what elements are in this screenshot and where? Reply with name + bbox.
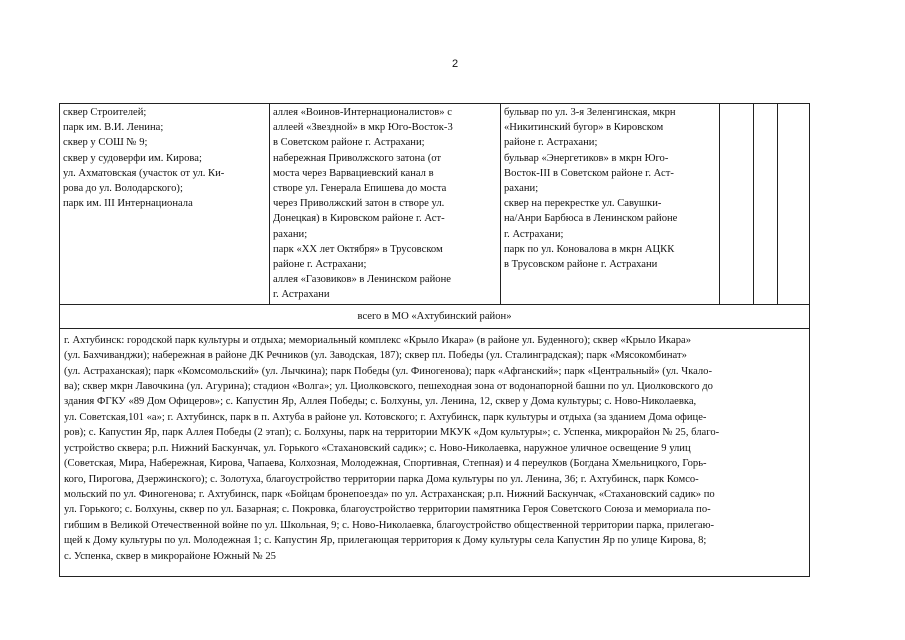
list-item: г. Астрахани [273,289,330,301]
list-item: через Приволжский затон в створе ул. [273,198,445,210]
list-item: парк им. В.И. Ленина; [63,122,164,134]
page-number: 2 [452,58,459,70]
paragraph-line: мольский по ул. Финогенова; г. Ахтубинск, парк «Бойцам бронепоезда» по ул. Астраханская; р.п. Нижний Баскунчак, «Стахановский садик» по [64,488,715,500]
paragraph-line: (ул. Бахчиванджи); набережная в районе ДК Речников (ул. Заводская, 187); сквер пл. Победы (ул. Сталинградская); парк «Мясокомбинат» [64,350,687,362]
list-item: парк по ул. Коновалова в мкрн АЦКК [504,243,675,255]
table-row [60,104,810,305]
region-description [60,328,810,576]
paragraph-line: устройство сквера; р.п. Нижний Баскунчак, ул. Горького «Стахановский садик»; с. Ново-Николаевка, наружное уличное освещение 9 улиц [64,442,691,454]
paragraph-line: (ул. Астраханская); парк «Комсомольский» (ул. Лычкина); парк Победы (ул. Финогенова); парк «Афганский»; парк «Центральный» (ул. Чкало- [64,365,713,377]
paragraph-line: с. Успенка, сквер в микрорайоне Южный № 25 [64,550,276,562]
list-item: моста через Варвациевский канал в [273,167,434,179]
list-item: створе ул. Генерала Епишева до моста [273,183,447,195]
table-cell-empty [754,104,778,305]
list-item: парк им. III Интернационала [63,198,193,210]
paragraph-line: ул. Горького; с. Болхуны, сквер по ул. Базарная; с. Покровка, благоустройство территории памятника Героя Советского Союза и мемориала по- [64,504,711,516]
table-cell-empty [778,104,810,305]
list-item: аллеей «Звездной» в мкр Юго-Восток-3 [273,122,453,134]
list-item: районе г. Астрахани; [504,137,598,149]
list-item: «Никитинский бугор» в Кировском [504,122,664,134]
summary-label: всего в МО «Ахтубинский район» [60,304,810,328]
table-row-summary [60,304,810,328]
list-item: сквер у СОШ № 9; [63,137,148,149]
list-item: г. Астрахани; [504,228,564,240]
paragraph-line: здания ФГКУ «89 Дом Офицеров»; с. Капустин Яр, Аллея Победы; с. Болхуны, ул. Ленина, 12, сквер у Дома культуры; с. Ново-Николаевка, [64,396,697,408]
list-item: в Советском районе г. Астрахани; [273,137,425,149]
table-cell-empty [720,104,754,305]
list-item: ул. Ахматовская (участок от ул. Ки- [63,167,225,179]
list-item: парк «XX лет Октября» в Трусовском [273,243,443,255]
list-item: рахани; [504,183,539,195]
paragraph-line: щей к Дому культуры по ул. Молодежная 1; с. Капустин Яр, прилегающая территория к Дому культуры села Капустин Яр по улице Кирова, 8; [64,535,707,547]
list-item: аллея «Воинов-Интернационалистов» с [273,107,452,118]
list-item: Донецкая) в Кировском районе г. Аст- [273,213,445,225]
table-row-region [60,328,810,576]
list-item: районе г. Астрахани; [273,259,367,271]
paragraph-line: (Советская, Мира, Набережная, Кирова, Чапаева, Колхозная, Молодежная, Спортивная, Степная) и 4 переулков (Богдана Хмельницкого, Горь- [64,458,707,470]
document-table [59,103,810,577]
list-item: бульвар «Энергетиков» в мкрн Юго- [504,152,669,164]
list-item: набережная Приволжского затона (от [273,152,442,164]
list-item: Восток-III в Советском районе г. Аст- [504,167,674,179]
list-item: сквер Строителей; [63,107,147,118]
list-item: рова до ул. Володарского); [63,183,183,195]
paragraph-line: г. Ахтубинск: городской парк культуры и отдыха; мемориальный комплекс «Крыло Икара» (в районе ул. Буденного); сквер «Крыло Икара» [64,334,692,346]
list-item: бульвар по ул. 3-я Зеленгинская, мкрн [504,107,676,118]
list-item: сквер у судоверфи им. Кирова; [63,152,202,164]
paragraph-line: кого, Пирогова, Дзержинского); с. Золотуха, благоустройство территории парка Дома культуры по ул. Ленина, 36; г. Ахтубинск, парк Комсо- [64,473,699,485]
list-item: на/Анри Барбюса в Ленинском районе [504,213,678,225]
table-cell-first-category [60,104,270,305]
list-item: рахани; [273,228,308,240]
list-item: в Трусовском районе г. Астрахани [504,259,658,271]
list-item: сквер на перекрестке ул. Савушки- [504,198,662,210]
paragraph-line: ва); сквер мкрн Лавочкина (ул. Агурина); стадион «Волга»; ул. Циолковского, пешеходная зона от водонапорной башни по ул. Циолковского до [64,381,713,393]
table-cell-third-category [501,104,720,305]
list-item: аллея «Газовиков» в Ленинском районе [273,274,451,286]
paragraph-line: гибшим в Великой Отечественной войне по ул. Школьная, 9; с. Ново-Николаевка, благоустройство общественной территории парка, прилегаю- [64,519,715,531]
paragraph-line: ров); с. Капустин Яр, парк Аллея Победы (2 этап); с. Болхуны, парк на территории МКУК «Дом культуры»; с. Успенка, микрорайон № 25, благо- [64,427,720,439]
paragraph-line: ул. Советская,101 «а»; г. Ахтубинск, парк в п. Ахтуба в районе ул. Котовского; г. Ахтубинск, парк культуры и отдыха (за зданием Дома офице- [64,411,707,423]
table-cell-second-category [270,104,501,305]
